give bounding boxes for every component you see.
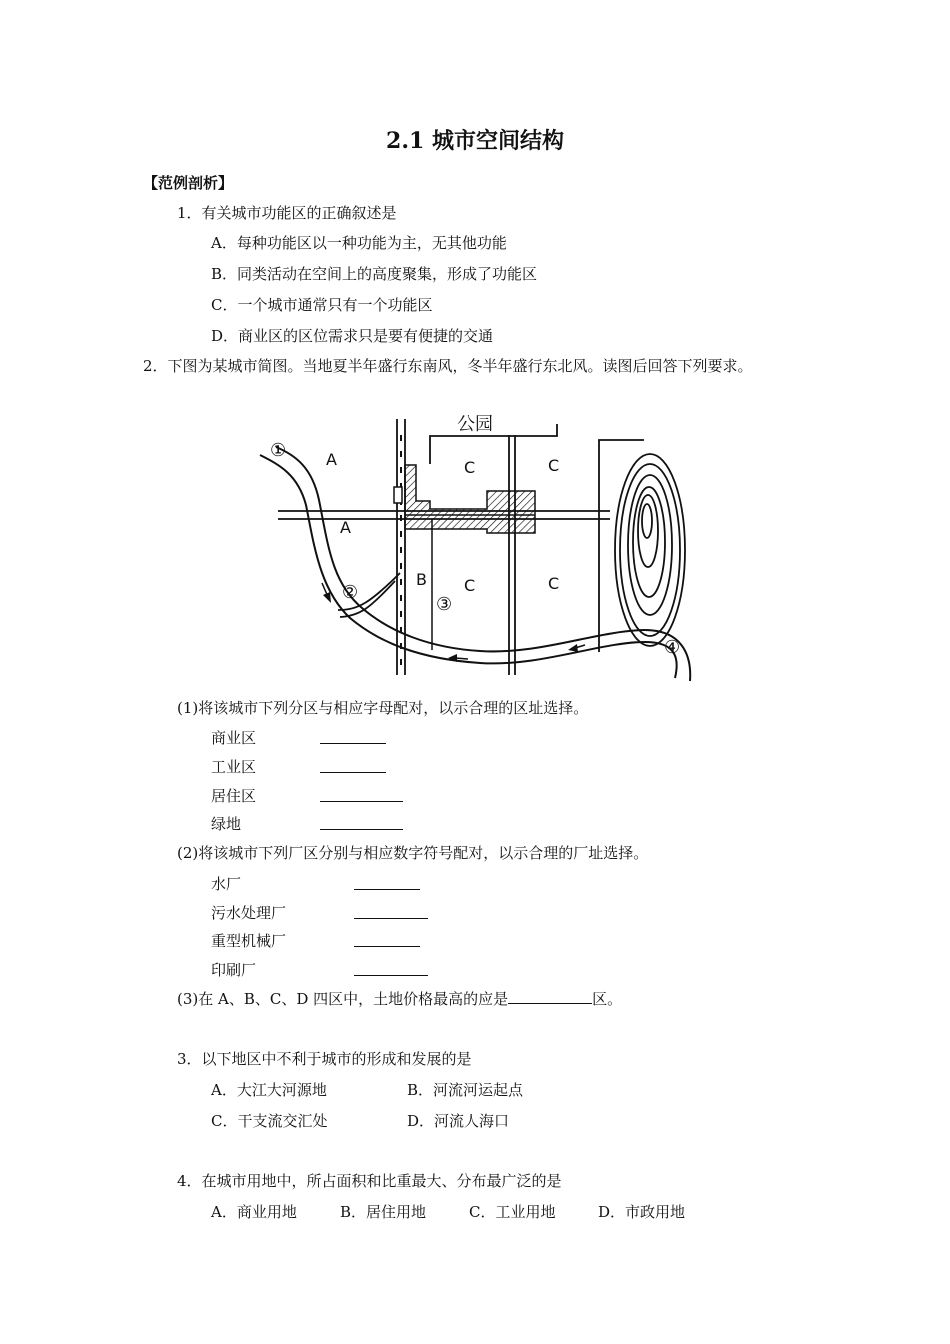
park-outline [430,424,557,464]
q1-option-c: C．一个城市通常只有一个功能区 [211,296,433,314]
q1-stem: 1．有关城市功能区的正确叙述是 [177,204,397,222]
zone-label: C [464,576,476,595]
zone-label: C [548,456,560,475]
q1-option-a: A．每种功能区以一种功能为主，无其他功能 [211,234,507,252]
zone-item-label: 绿地 [211,815,242,833]
river [260,455,677,678]
q3-stem: 3．以下地区中不利于城市的形成和发展的是 [177,1050,472,1068]
q2-stem: 2．下图为某城市简图。当地夏半年盛行东南风，冬半年盛行东北风。读图后回答下列要求。 [143,357,753,375]
q2-sub3-before: (3)在 A、B、C、D 四区中，土地价格最高的应是 [177,990,509,1008]
answer-blank[interactable] [508,989,592,1004]
q4-option-c: C．工业用地 [469,1203,556,1221]
q2-sub3-after: 区。 [592,990,623,1008]
q3-option-d: D．河流人海口 [407,1112,510,1130]
site-label: ① [270,440,287,461]
q4-option-d: D．市政用地 [598,1203,686,1221]
zone-item-label: 商业区 [211,729,257,747]
hill-contour [615,454,685,646]
factory-item-label: 重型机械厂 [211,932,287,950]
zone-label: B [416,570,427,589]
factory-item-label: 水厂 [211,875,242,893]
answer-blank[interactable] [320,729,386,744]
q3-option-c: C．干支流交汇处 [211,1112,328,1130]
section-label: 【范例剖析】 [143,174,234,192]
page-title: 2.1 城市空间结构 [386,128,564,154]
zone-item-label: 工业区 [211,758,257,776]
zone-label: C [464,458,476,477]
site-label: ② [342,582,359,603]
factory-item-label: 污水处理厂 [211,904,287,922]
q4-option-a: A．商业用地 [211,1203,297,1221]
q3-option-a: A．大江大河源地 [211,1081,327,1099]
answer-blank[interactable] [354,875,420,890]
zone-label: C [548,574,560,593]
site-label: ④ [664,637,681,658]
zone-item-label: 居住区 [211,787,257,805]
factory-item-label: 印刷厂 [211,961,257,979]
q1-option-b: B．同类活动在空间上的高度聚集，形成了功能区 [211,265,538,283]
q2-sub1-stem: (1)将该城市下列分区与相应字母配对，以示合理的区址选择。 [177,699,589,717]
answer-blank[interactable] [320,787,403,802]
q1-option-d: D．商业区的区位需求只是要有便捷的交通 [211,327,494,345]
zone-label: A [340,518,351,537]
answer-blank[interactable] [354,961,428,976]
answer-blank[interactable] [354,932,420,947]
q2-sub3-line [177,988,622,1009]
q3-option-b: B．河流河运起点 [407,1081,524,1099]
site-label: ③ [436,594,453,615]
q4-option-b: B．居住用地 [340,1203,427,1221]
answer-blank[interactable] [320,815,403,830]
park-label: 公园 [457,414,493,435]
q2-sub2-stem: (2)将该城市下列厂区分别与相应数字符号配对，以示合理的厂址选择。 [177,844,649,862]
city-map-figure [250,405,700,690]
answer-blank[interactable] [320,758,386,773]
q4-stem: 4．在城市用地中，所占面积和比重最大、分布最广泛的是 [177,1172,562,1190]
answer-blank[interactable] [354,904,428,919]
zone-label: A [326,450,337,469]
